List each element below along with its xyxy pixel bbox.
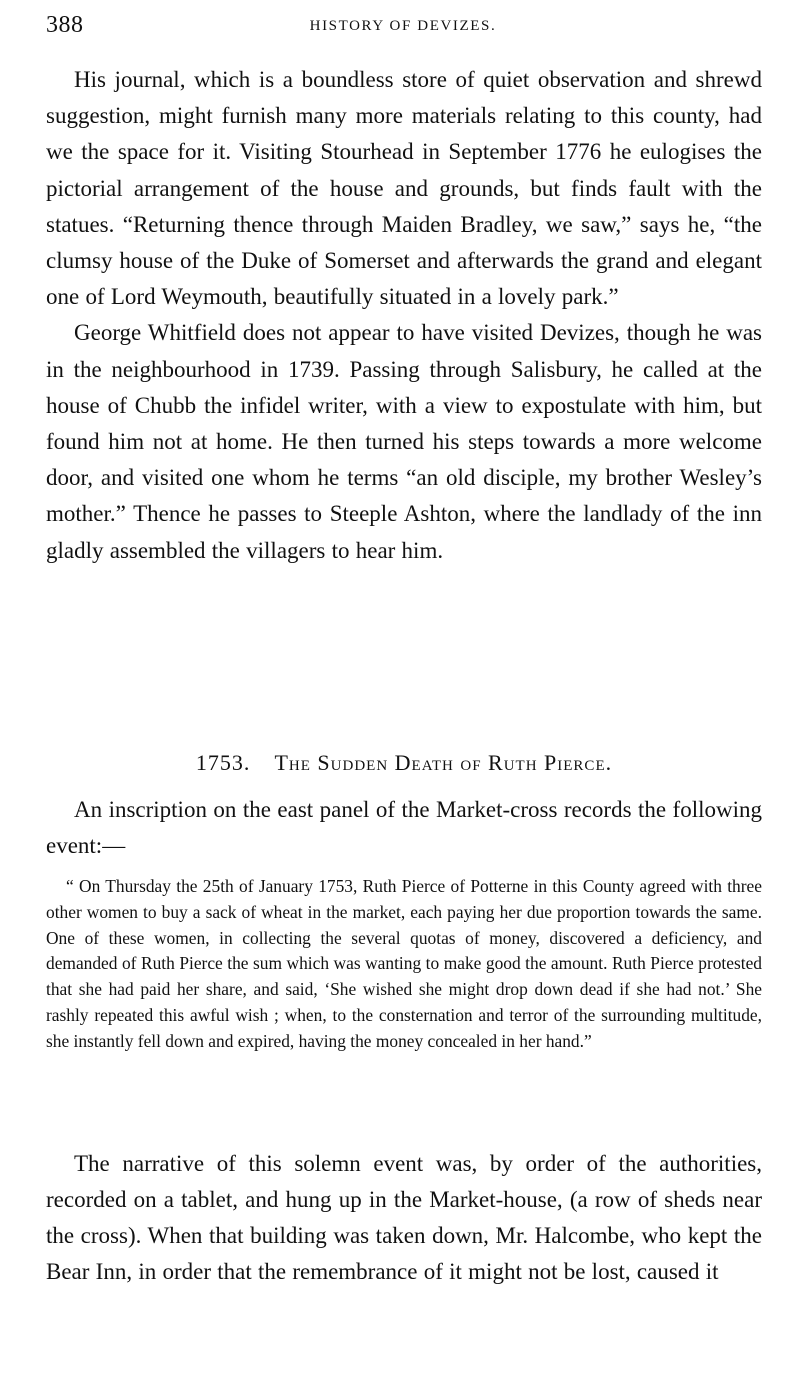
inscription-quote: “ On Thursday the 25th of January 1753, Ruth Pierce of Potterne in this County agreed with three other women to buy a sack of wheat in the market, each paying her due proportion towards the same. One of these women, in collecting the several quotas of money, discovered a deficiency, and demanded of Ruth Pierce the sum which was wanting to make good the amount. Ruth Pierce protested that she had paid her share, and said, ‘She wished she might drop down dead if she had not.’ She rashly repeated this awful wish ; when, to the consternation and terror of the surrounding multitude, she instantly fell down and expired, having the money concealed in her hand.” — [46, 876, 762, 1051]
paragraph-narrative: The narrative of this solemn event was, by order of the authorities, recorded on a tablet, and hung up in the Market-house, (a row of sheds near the cross). When that building was taken down, Mr. Halcombe, who kept the Bear Inn, in order that the remembrance of it might not be lost, caused it — [46, 1151, 762, 1284]
paragraph-journal: His journal, which is a boundless store of quiet observation and shrewd suggestion, might furnish many more materials relating to this county, had we the space for it. Visiting Stourhead in September 1776 he eulogises the pictorial arrangement of the house and grounds, but finds fault with the statues. “Returning thence through Maiden Bradley, we saw,” says he, “the clumsy house of the Duke of Somerset and afterwards the grand and elegant one of Lord Weymouth, beautifully situated in a lovely park.” — [46, 67, 762, 310]
paragraph-inscription-intro: An inscription on the east panel of the Market-cross records the following event:— — [46, 797, 762, 858]
section-title: The Sudden Death of Ruth Pierce. — [274, 750, 613, 775]
closing-text-block — [46, 1146, 762, 1290]
upper-text-block — [46, 62, 762, 569]
section-heading — [46, 750, 762, 776]
intro-text-block — [46, 792, 762, 864]
paragraph-whitfield: George Whitfield does not appear to have visited Devizes, though he was in the neighbourhood in 1739. Passing through Salisbury, he called at the house of Chubb the infidel writer, with a view to expostulate with him, but found him not at home. He then turned his steps towards a more welcome door, and visited one whom he terms “an old disciple, my brother Wesley’s mother.” Thence he passes to Steeple Ashton, where the landlady of the inn gladly assembled the villagers to hear him. — [46, 320, 762, 563]
section-year: 1753. — [195, 750, 251, 775]
page-number: 388 — [46, 12, 84, 38]
running-header — [46, 12, 760, 46]
running-title: HISTORY OF DEVIZES. — [309, 18, 497, 34]
